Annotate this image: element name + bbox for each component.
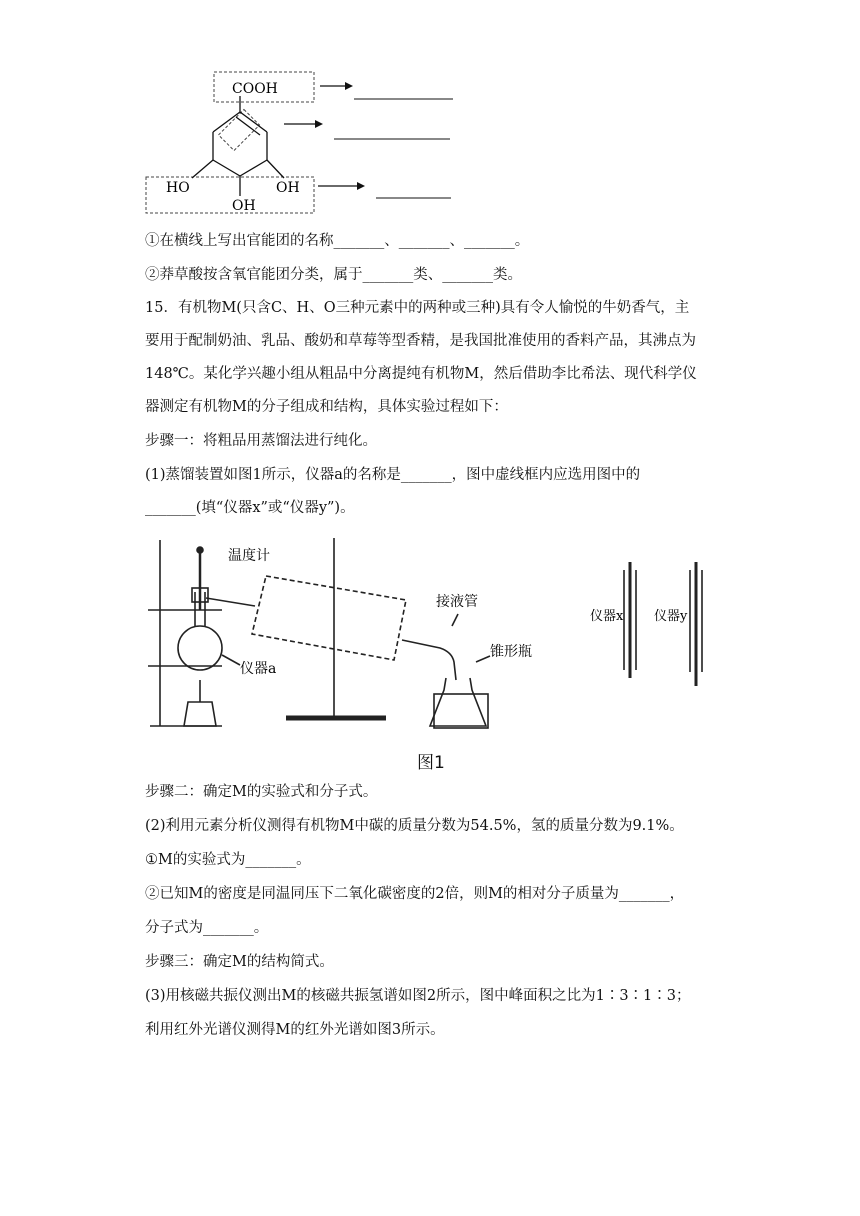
q14-sub1: ①在横线上写出官能团的名称_______、_______、_______。	[145, 233, 530, 249]
arrows	[284, 86, 362, 186]
arrow-head-1	[345, 82, 353, 90]
oh-right-label: OH	[276, 180, 300, 196]
q14-sub2: ②莽草酸按含氧官能团分类，属于_______类、_______类。	[145, 267, 522, 283]
round-bottom-flask	[178, 626, 222, 670]
cooh-label: COOH	[232, 81, 278, 97]
q15-q2-2-line2: 分子式为_______。	[145, 920, 269, 936]
thermometer-label: 温度计	[228, 548, 270, 564]
q15-step3: 步骤三：确定M的结构简式。	[145, 954, 334, 970]
answer-blanks	[334, 99, 453, 198]
instrument-x-label: 仪器x	[590, 609, 624, 624]
q15-q2: (2)利用元素分析仪测得有机物M中碳的质量分数为54.5%，氢的质量分数为9.1%。	[145, 818, 684, 834]
q15-intro-3: 148℃。某化学兴趣小组从粗品中分离提纯有机物M，然后借助李比希法、现代科学仪	[145, 366, 697, 382]
q15-intro-2: 要用于配制奶油、乳品、酸奶和草莓等型香精，是我国批准使用的香料产品，其沸点为	[145, 333, 696, 349]
adapter-label: 接液管	[436, 594, 478, 610]
q15-q3-line2: 利用红外光谱仪测得M的红外光谱如图3所示。	[145, 1022, 445, 1038]
q15-intro-1: 15．有机物M(只含C、H、O三种元素中的两种或三种)具有令人愉悦的牛奶香气，主	[145, 300, 690, 316]
arrow-head-2	[315, 120, 323, 128]
figure1-caption: 图1	[417, 753, 445, 773]
adapter-tube	[402, 640, 456, 680]
q15-q2-2-line1: ②已知M的密度是同温同压下二氧化碳密度的2倍，则M的相对分子质量为_______，	[145, 886, 685, 902]
q15-intro-4: 器测定有机物M的分子组成和结构，具体实验过程如下：	[145, 399, 508, 415]
instrument-a-label: 仪器a	[240, 661, 277, 677]
instrument-y-label: 仪器y	[654, 609, 688, 624]
q15-q1-line2: _______(填“仪器x”或“仪器y”)。	[145, 500, 355, 516]
condenser-dashed-box	[252, 576, 406, 660]
conical-flask	[430, 678, 486, 726]
arrow-head-3	[357, 182, 365, 190]
q15-step1: 步骤一：将粗品用蒸馏法进行纯化。	[145, 433, 377, 449]
conical-flask-label: 锥形瓶	[490, 644, 532, 660]
oh-bottom-label: OH	[232, 198, 256, 214]
q15-q2-1: ①M的实验式为_______。	[145, 852, 311, 868]
shikimic-acid-structure	[140, 64, 460, 219]
side-arm	[206, 598, 255, 606]
alcohol-lamp	[184, 702, 216, 726]
ho-left-label: HO	[166, 180, 190, 196]
figure1-distillation-apparatus	[140, 530, 730, 740]
q15-q1-line1: (1)蒸馏装置如图1所示，仪器a的名称是_______，图中虚线框内应选用图中的	[145, 467, 641, 483]
q15-q3-line1: (3)用核磁共振仪测出M的核磁共振氢谱如图2所示，图中峰面积之比为1∶3∶1∶3；	[145, 988, 691, 1004]
q15-step2: 步骤二：确定M的实验式和分子式。	[145, 784, 378, 800]
